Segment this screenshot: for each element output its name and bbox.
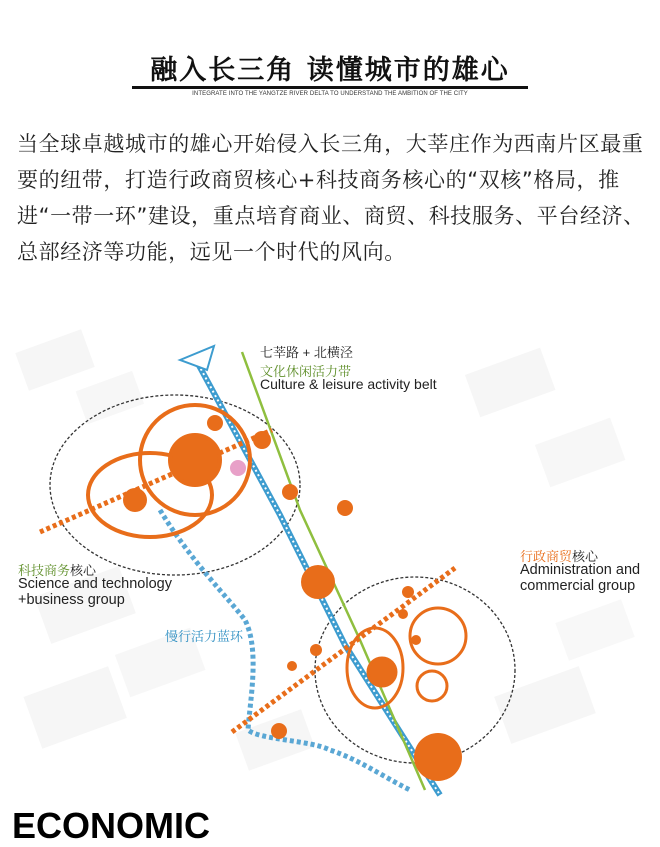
loop-label: 慢行活力蓝环 [165, 629, 244, 644]
science-cn-suffix: 核心 [70, 563, 97, 578]
admin-axis-arrow [232, 568, 455, 732]
admin-cn-prefix: 行政商贸 [520, 549, 573, 564]
admin-core [347, 608, 466, 708]
belt-cn-label: 文化休闲活力带 [260, 364, 352, 379]
title-underline [132, 86, 528, 89]
admin-cn-suffix: 核心 [572, 549, 599, 564]
science-core [88, 405, 250, 537]
page-title: 融入长三角 读懂城市的雄心 [150, 55, 510, 86]
science-axis-arrow [40, 430, 272, 532]
page-subtitle: INTEGRATE INTO THE YANGTZE RIVER DELTA TO UNDERSTAND THE AMBITION OF THE CITY [192, 91, 468, 97]
science-en-line1: Science and technology [18, 576, 172, 592]
admin-en-line1: Administration and [520, 562, 641, 578]
science-en-line2: +business group [18, 592, 125, 608]
footer-economic: ECONOMIC [12, 805, 210, 846]
belt-road-label: 七莘路 + 北横泾 [260, 345, 353, 360]
admin-en-line2: commercial group [520, 578, 636, 594]
science-cn-prefix: 科技商务 [18, 563, 71, 578]
planning-map [0, 320, 660, 800]
belt-en-label: Culture & leisure activity belt [260, 376, 437, 392]
intro-paragraph: 当全球卓越城市的雄心开始侵入长三角，大莘庄作为西南片区最重要的纽带，打造行政商贸核心+科技商务核心的“双核”格局，推进“一带一环”建设，重点培育商业、商贸、科技服务、平台经济、总部经济等功能，远见一个时代的风向。 [17, 132, 645, 264]
